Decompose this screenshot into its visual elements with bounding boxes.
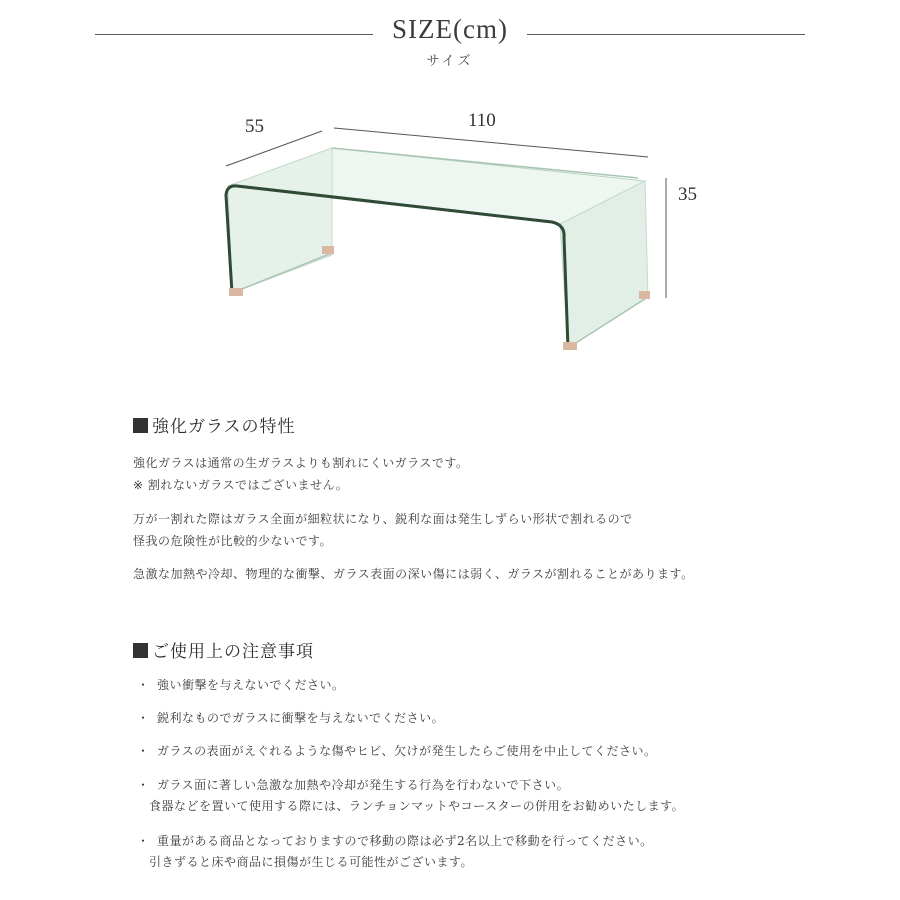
glass-section-heading <box>133 412 296 437</box>
caution-item-5-text: 重量がある商品となっておりますので移動の際は必ず2名以上で移動を行ってください。 <box>157 834 653 848</box>
caution-section-heading-text: ご使用上の注意事項 <box>152 642 314 662</box>
glass-section-heading-text: 強化ガラスの特性 <box>152 417 296 437</box>
glass-line-3: 万が一割れた際はガラス全面が細粒状になり、鋭利な面は発生しずらい形状で割れるので <box>133 512 633 526</box>
bullet-dot-icon: ・ <box>137 711 150 725</box>
glass-paragraph-3 <box>133 563 694 585</box>
caution-item-4-text: ガラス面に著しい急激な加熱や冷却が発生する行為を行わないで下さい。 <box>157 778 570 792</box>
glass-line-4: 怪我の危険性が比較的少ないです。 <box>133 534 333 548</box>
caution-section-heading <box>133 637 314 662</box>
bullet-dot-icon: ・ <box>137 678 150 692</box>
dimension-height: 35 <box>678 184 697 205</box>
glass-line-2: ※ 割れないガラスではございません。 <box>133 478 349 492</box>
foot-pad-front-right <box>563 342 577 350</box>
bullet-dot-icon: ・ <box>137 834 150 848</box>
caution-item-4 <box>137 775 684 817</box>
caution-item-5 <box>137 831 653 873</box>
square-bullet-icon <box>133 643 148 658</box>
dimension-width: 110 <box>468 110 496 131</box>
bullet-dot-icon: ・ <box>137 744 150 758</box>
square-bullet-icon <box>133 418 148 433</box>
dimension-depth: 55 <box>245 116 264 137</box>
foot-pad-back-left <box>322 246 334 254</box>
glass-line-5: 急激な加熱や冷却、物理的な衝撃、ガラス表面の深い傷には弱く、ガラスが割れることがあります。 <box>133 567 694 581</box>
page-title: SIZE(cm) <box>392 14 508 44</box>
caution-item-1 <box>137 675 345 696</box>
caution-item-5-continuation: 引きずると床や商品に損傷が生じる可能性がございます。 <box>149 855 474 869</box>
glass-table-illustration <box>210 110 710 370</box>
caution-item-3 <box>137 741 657 762</box>
foot-pad-back-right <box>639 291 650 299</box>
caution-item-4-continuation: 食器などを置いて使用する際には、ランチョンマットやコースターの併用をお勧めいたします。 <box>149 799 685 813</box>
glass-paragraph-1 <box>133 452 468 496</box>
caution-item-3-text: ガラスの表面がえぐれるような傷やヒビ、欠けが発生したらご使用を中止してください。 <box>157 744 657 758</box>
foot-pad-front-left <box>229 288 243 296</box>
caution-item-1-text: 強い衝撃を与えないでください。 <box>157 678 345 692</box>
glass-left-panel <box>228 148 332 293</box>
glass-paragraph-2 <box>133 508 633 552</box>
caution-item-2-text: 鋭利なものでガラスに衝撃を与えないでください。 <box>157 711 445 725</box>
caution-item-2 <box>137 708 444 729</box>
glass-line-1: 強化ガラスは通常の生ガラスよりも割れにくいガラスです。 <box>133 456 469 470</box>
page-subtitle: サイズ <box>426 54 474 69</box>
bullet-dot-icon: ・ <box>137 778 150 792</box>
